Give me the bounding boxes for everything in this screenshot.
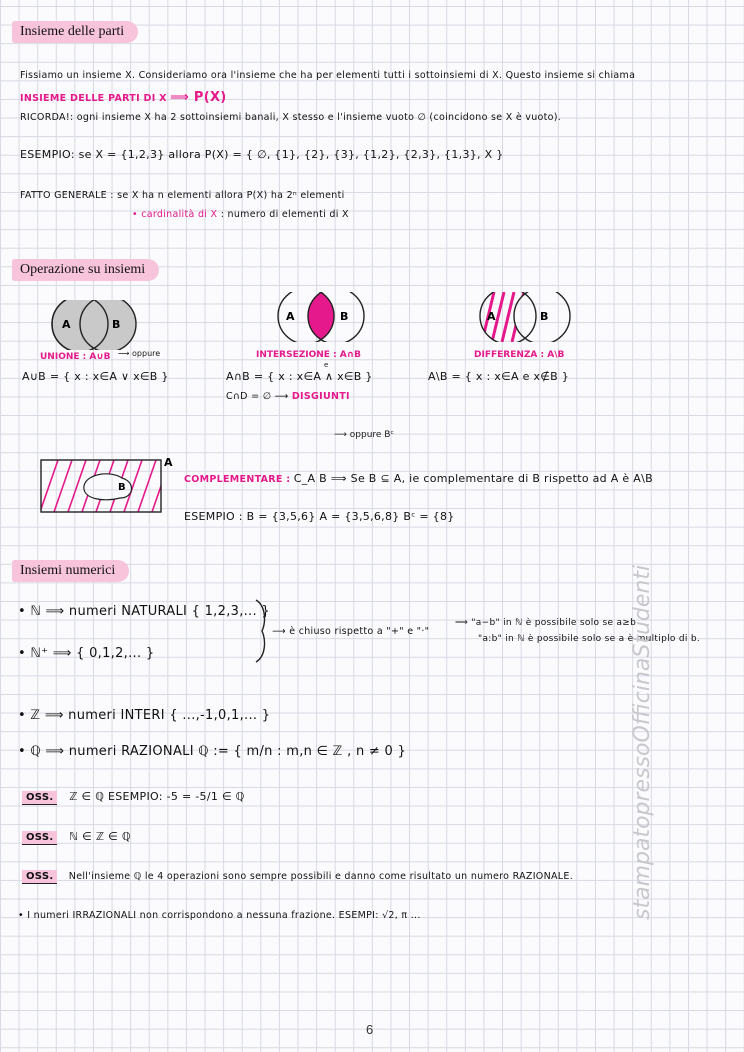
oss-2-text: ℕ ∈ ℤ ∈ ℚ (69, 830, 131, 843)
complement-diagram (40, 456, 174, 514)
interi-line: • ℤ ⟹ numeri INTERI { ...,-1,0,1,... } (18, 708, 271, 723)
venn-diff-b-label: B (540, 310, 549, 323)
definition-line (20, 90, 227, 105)
venn-intersection-fill (308, 292, 364, 342)
complement-label: COMPLEMENTARE : (184, 474, 291, 485)
venn-difference-diagram (476, 292, 588, 342)
venn-union-diagram (40, 300, 150, 350)
complement-alt: ⟶ oppure Bᶜ (334, 430, 394, 440)
watermark: stampatopressoOfficinaStudenti (630, 564, 655, 920)
razionali-line: • ℚ ⟹ numeri RAZIONALI ℚ := { m/n : m,n ∈ ℤ , n ≠ 0 } (18, 744, 407, 759)
naturali-zero-line: • ℕ⁺ ⟹ { 0,1,2,... } (18, 646, 155, 661)
page-number: 6 (366, 1022, 374, 1037)
naturali-line: • ℕ ⟹ numeri NATURALI { 1,2,3,... } (18, 604, 270, 619)
definition-value: ⟹ P(X) (170, 90, 227, 105)
oss-3 (22, 870, 573, 884)
section-title-insiemi-numerici: Insiemi numerici (12, 560, 129, 582)
brace-icon (254, 598, 274, 664)
section-title-insieme-parti: Insieme delle parti (12, 21, 138, 43)
complement-line (184, 472, 653, 485)
oss-1-text: ℤ ∈ ℚ ESEMPIO: -5 = -5/1 ∈ ℚ (69, 790, 245, 803)
intersezione-label: INTERSEZIONE : A∩B (256, 350, 361, 360)
esempio-parti: ESEMPIO: se X = {1,2,3} allora P(X) = { ∅, {1}, {2}, {3}, {1,2}, {2,3}, {1,3}, X } (20, 148, 504, 161)
disgiunti-label: DISGIUNTI (291, 391, 350, 402)
intersezione-e: e (324, 361, 329, 369)
complement-hatch (40, 460, 170, 512)
complement-rect-a (41, 460, 161, 512)
oss-tag-3: OSS. (22, 870, 57, 884)
venn-intersection-diagram (272, 292, 382, 342)
complement-example: ESEMPIO : B = {3,5,6} A = {3,5,6,8} Bᶜ = {8} (184, 510, 455, 523)
closure-text: ⟶ è chiuso rispetto a "+" e "·" (272, 626, 430, 637)
complement-b-label: B (118, 482, 126, 493)
cardinalita-line (132, 209, 349, 220)
oss-2 (22, 830, 131, 845)
complement-def: C_A B ⟹ Se B ⊆ A, ie complementare di B rispetto ad A è A\B (293, 472, 653, 485)
venn-inter-b-label: B (340, 310, 349, 323)
cardinalita-label: • cardinalità di X (132, 209, 218, 220)
oss-tag-1: OSS. (22, 791, 57, 805)
complement-a-label: A (164, 456, 173, 469)
unione-alt: ⟶ oppure (118, 349, 161, 358)
oss-tag-2: OSS. (22, 831, 57, 845)
intersezione-def: A∩B = { x : x∈A ∧ x∈B } (226, 370, 373, 383)
oss-3-text: Nell'insieme ℚ le 4 operazioni sono sempre possibili e danno come risultato un numero RAZIONALE. (68, 871, 574, 882)
disgiunti-prefix: C∩D = ∅ ⟶ (226, 391, 289, 402)
section-title-operazioni: Operazione su insiemi (12, 259, 159, 281)
closure-note-1: ⟹ "a−b" in ℕ è possibile solo se a≥b (455, 618, 637, 628)
definition-label: INSIEME DELLE PARTI DI X (20, 93, 167, 104)
unione-label: UNIONE : A∪B (40, 352, 111, 362)
irrazionali-line: • I numeri IRRAZIONALI non corrispondono a nessuna frazione. ESEMPI: √2, π ... (18, 910, 421, 921)
oss-1 (22, 790, 245, 805)
intro-text: Fissiamo un insieme X. Consideriamo ora l'insieme che ha per elementi tutti i sottoinsiemi di X. Questo insieme si chiama (20, 70, 636, 81)
ricorda-text: RICORDA!: ogni insieme X ha 2 sottoinsiemi banali, X stesso e l'insieme vuoto ∅ (coincidono se X è vuoto). (20, 112, 562, 123)
differenza-def: A\B = { x : x∈A e x∉B } (428, 370, 570, 383)
disgiunti-line (226, 391, 350, 402)
differenza-label: DIFFERENZA : A\B (474, 350, 565, 360)
closure-note-2: "a:b" in ℕ è possibile solo se a è multiplo di b. (478, 634, 700, 644)
fatto-generale: FATTO GENERALE : se X ha n elementi allora P(X) ha 2ⁿ elementi (20, 190, 345, 201)
venn-diff-a-label: A (487, 310, 496, 323)
venn-union-b-label: B (112, 318, 121, 331)
unione-def: A∪B = { x : x∈A ∨ x∈B } (22, 370, 169, 383)
venn-inter-a-label: A (286, 310, 295, 323)
venn-union-a-label: A (62, 318, 71, 331)
cardinalita-text: : numero di elementi di X (220, 209, 349, 220)
